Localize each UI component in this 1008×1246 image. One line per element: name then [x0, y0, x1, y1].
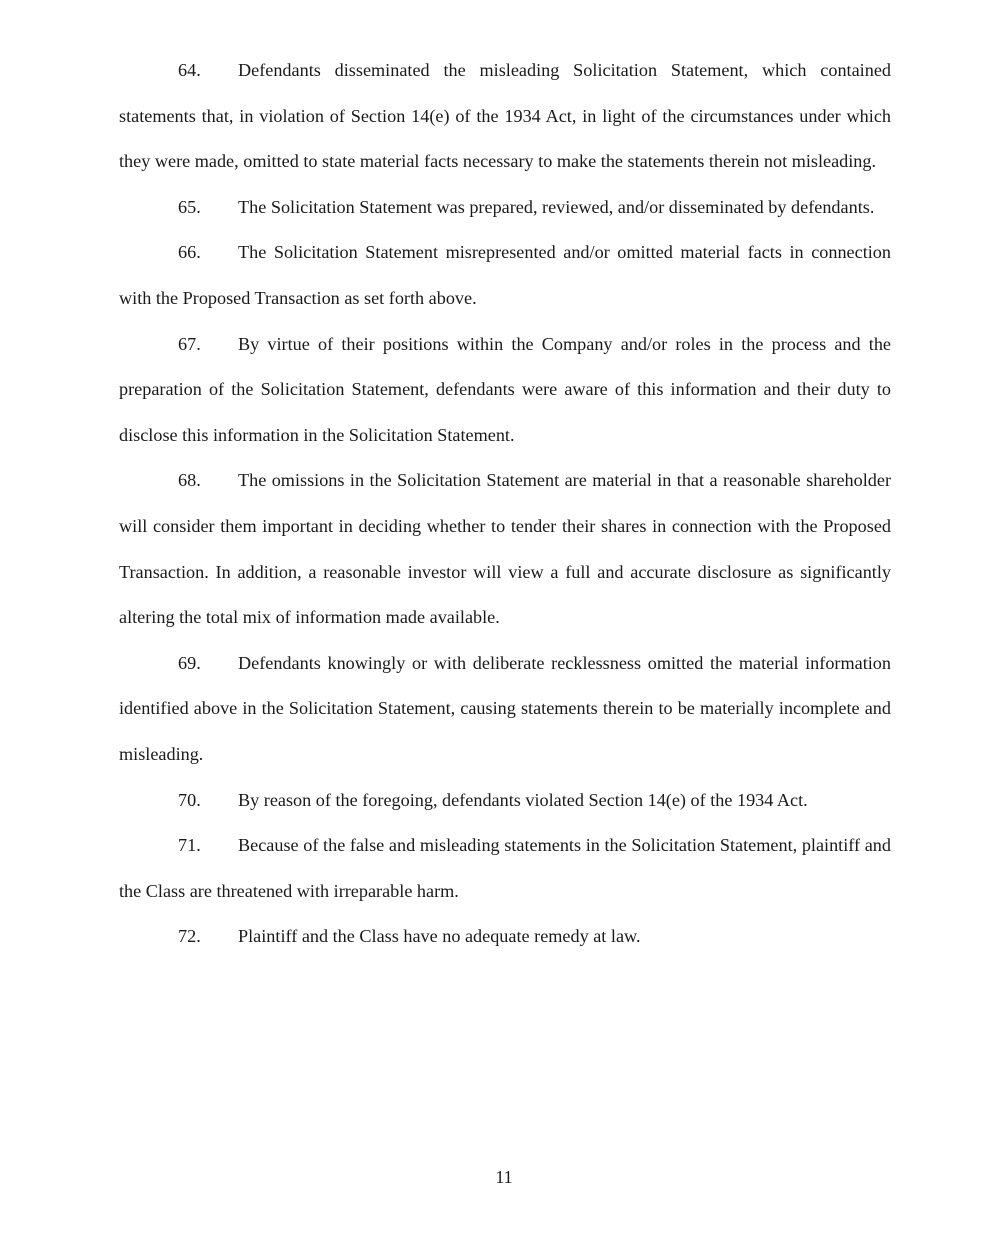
paragraph-66 [119, 230, 891, 321]
paragraph-text: By virtue of their positions within the Company and/or roles in the process and the preparation of the Solicitation Statement, defendants were aware of this information and their duty to disclose this information in the Solicitation Statement. [119, 333, 891, 445]
paragraph-text: Defendants knowingly or with deliberate recklessness omitted the material information identified above in the Solicitation Statement, causing statements therein to be materially incomplete and misleading. [119, 652, 891, 764]
paragraph-number: 72. [178, 926, 201, 947]
paragraph-64 [119, 48, 891, 185]
page-number: 11 [495, 1167, 513, 1187]
paragraph-number: 66. [178, 242, 201, 263]
paragraph-text: By reason of the foregoing, defendants violated Section 14(e) of the 1934 Act. [238, 789, 808, 810]
paragraph-text: The Solicitation Statement misrepresented and/or omitted material facts in connection with the Proposed Transaction as set forth above. [119, 242, 891, 308]
paragraph-number: 64. [178, 60, 201, 80]
paragraph-69 [119, 641, 891, 778]
paragraph-number: 67. [178, 333, 201, 354]
paragraph-number: 71. [178, 835, 201, 856]
paragraph-71 [119, 823, 891, 914]
paragraph-70 [119, 778, 891, 824]
paragraph-65 [119, 185, 891, 231]
paragraph-text: Defendants disseminated the misleading Solicitation Statement, which contained statements that, in violation of Section 14(e) of the 1934 Act, in light of the circumstances under which they were made, omitted to state material facts necessary to make the statements therein not misleading. [119, 60, 891, 172]
paragraph-number: 69. [178, 652, 201, 673]
paragraph-number: 65. [178, 196, 201, 217]
paragraph-number: 68. [178, 470, 201, 491]
paragraph-text: Because of the false and misleading statements in the Solicitation Statement, plaintiff and the Class are threatened with irreparable harm. [119, 835, 891, 901]
paragraph-67 [119, 322, 891, 459]
paragraph-text: The omissions in the Solicitation Statement are material in that a reasonable shareholder will consider them important in deciding whether to tender their shares in connection with the Proposed Transaction. In addition, a reasonable investor will view a full and accurate disclosure as significantly altering the total mix of information made available. [119, 470, 891, 628]
paragraph-68 [119, 458, 891, 640]
paragraph-number: 70. [178, 789, 201, 810]
paragraph-72 [119, 914, 891, 960]
document-body [119, 48, 891, 960]
paragraph-text: Plaintiff and the Class have no adequate remedy at law. [238, 926, 641, 947]
paragraph-text: The Solicitation Statement was prepared, reviewed, and/or disseminated by defendants. [238, 196, 875, 217]
